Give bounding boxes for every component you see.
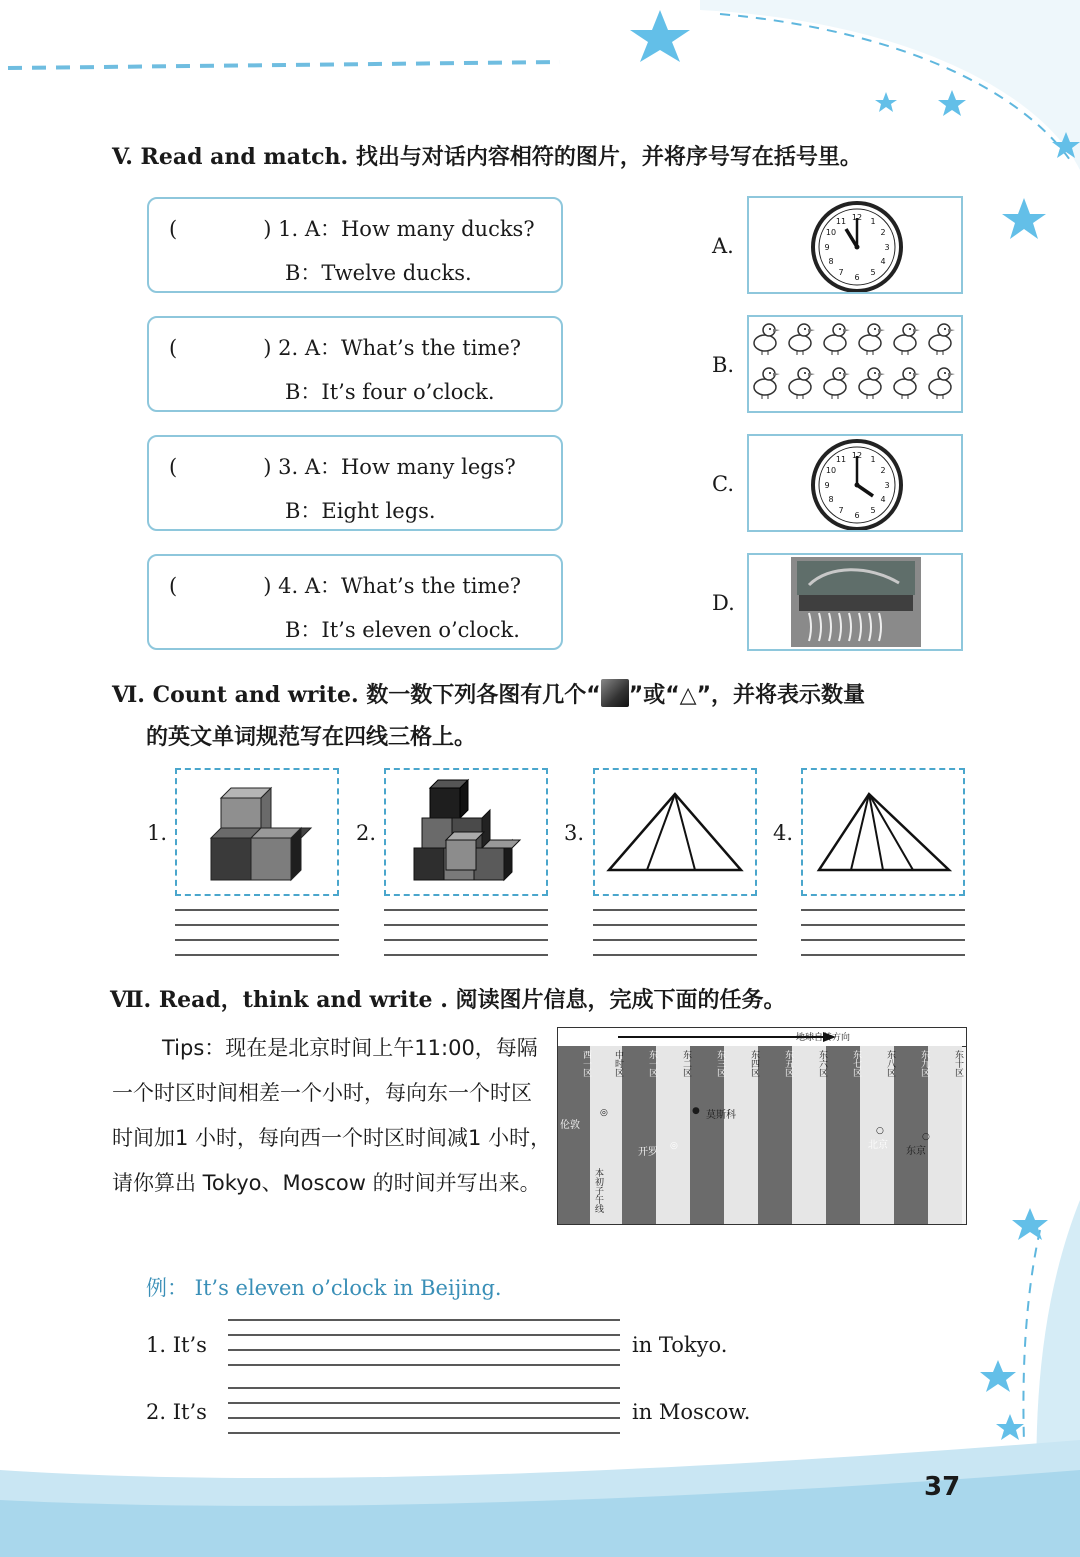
dialogue-line-a (169, 570, 521, 600)
section-7-title (110, 983, 786, 1014)
section-7-title-cn: 阅读图片信息，完成下面的任务。 (447, 988, 786, 1013)
zone-label: 东二区 (681, 1049, 691, 1077)
question-number: 2. (278, 336, 299, 360)
svg-text:11: 11 (835, 217, 847, 226)
zone-label: 东三区 (715, 1049, 725, 1077)
page-number: 37 (924, 1472, 961, 1502)
zone-label: 东十区 (953, 1049, 963, 1077)
section-7-title-en: Ⅶ. Read，think and write . (110, 987, 448, 1013)
count-figure-3 (593, 768, 757, 896)
answer-bracket-open[interactable]: ( (169, 455, 178, 479)
zone-labels (558, 1048, 967, 1078)
triangle-icon (803, 770, 963, 894)
city-tokyo: 东京 (906, 1146, 926, 1157)
section-5-title (112, 140, 862, 171)
city-dot-beijing: ○ (876, 1126, 884, 1136)
city-beijing: 北京 (868, 1140, 888, 1151)
picture-b (747, 315, 963, 413)
answer-1-prefix: 1. It’s (146, 1333, 207, 1357)
count-item-number-4: 4. (773, 821, 794, 845)
time-zone-map (557, 1027, 967, 1225)
city-dot-tokyo: ○ (922, 1132, 930, 1142)
svg-text:11: 11 (835, 455, 847, 464)
zone-label: 东六区 (817, 1049, 827, 1077)
city-dot-london: ◎ (600, 1108, 608, 1118)
example-sentence: 例： It’s eleven o’clock in Beijing. (146, 1276, 502, 1300)
answer-bracket-open[interactable]: ( (169, 336, 178, 360)
count-figure-1 (175, 768, 339, 896)
answer-bracket-open[interactable]: ( (169, 574, 178, 598)
cubes-icon (177, 770, 337, 894)
zone-label: 东一区 (647, 1049, 657, 1077)
svg-text:5: 5 (870, 506, 876, 515)
dialogue-line-a (169, 332, 521, 362)
svg-text:6: 6 (854, 511, 860, 520)
dialogue-box-4 (147, 554, 563, 650)
svg-text:8: 8 (828, 257, 834, 266)
svg-text:1: 1 (870, 455, 876, 464)
svg-text:5: 5 (870, 268, 876, 277)
question-a: A：How many legs? (304, 455, 516, 479)
dialogue-box-3 (147, 435, 563, 531)
picture-a (747, 196, 963, 294)
svg-text:7: 7 (838, 268, 844, 277)
svg-text:3: 3 (884, 243, 890, 252)
cubes-icon (386, 770, 546, 894)
svg-text:4: 4 (880, 495, 886, 504)
zone-label: 西一区 (581, 1049, 591, 1077)
picture-label-b: B. (712, 353, 735, 377)
section-5-title-en: V. Read and match. (112, 144, 349, 170)
dialogue-line-b: B：It’s eleven o’clock. (285, 618, 520, 642)
section-6-title-line2: 的英文单词规范写在四线三格上。 (146, 725, 477, 750)
answer-bracket-close: ) (263, 574, 272, 598)
city-cairo: 开罗 (638, 1147, 658, 1158)
svg-text:10: 10 (825, 466, 837, 475)
city-london: 伦敦 (560, 1120, 580, 1131)
zone-label: 东九区 (919, 1049, 929, 1077)
triangle-icon (595, 770, 755, 894)
tips-paragraph: Tips：现在是北京时间上午11:00，每隔一个时区时间相差一个小时，每向东一个时区时间加1 小时，每向西一个时区时间减1 小时，请你算出 Tokyo、Moscow 的时间并写出来。 (112, 1036, 552, 1195)
svg-text:3: 3 (884, 481, 890, 490)
writing-lines-4[interactable] (801, 908, 965, 958)
octopus-icon (749, 555, 961, 649)
zone-label: 东四区 (749, 1049, 759, 1077)
dialogue-line-b: B：It’s four o’clock. (285, 380, 495, 404)
question-number: 3. (278, 455, 299, 479)
dialogue-line-a (169, 451, 516, 481)
dialogue-line-a (169, 213, 535, 243)
section-6-title-cn-1: 数一数下列各图有几个“ (358, 683, 601, 708)
answer-2-writing-lines[interactable] (228, 1386, 620, 1436)
rotation-label: 地球自转方向 (796, 1033, 851, 1043)
section-6-title (112, 678, 865, 709)
svg-text:9: 9 (824, 243, 830, 252)
count-item-number-1: 1. (147, 821, 168, 845)
question-number: 1. (278, 217, 299, 241)
count-figure-4 (801, 768, 965, 896)
question-a: A：What’s the time? (304, 336, 522, 360)
svg-text:1: 1 (870, 217, 876, 226)
city-dot-cairo: ◎ (670, 1141, 678, 1151)
picture-label-c: C. (712, 472, 734, 496)
ducks-icon (749, 317, 961, 411)
count-figure-2 (384, 768, 548, 896)
zone-label: 中时区 (613, 1049, 623, 1077)
dialogue-line-b: B：Eight legs. (285, 499, 436, 523)
dialogue-box-2 (147, 316, 563, 412)
city-moscow: 莫斯科 (706, 1110, 736, 1121)
zone-label: 东八区 (885, 1049, 895, 1077)
city-dot-moscow: ● (692, 1106, 700, 1116)
svg-text:2: 2 (880, 228, 886, 237)
zone-label: 东五区 (783, 1049, 793, 1077)
question-a: A：What’s the time? (304, 574, 522, 598)
answer-2-prefix: 2. It’s (146, 1400, 207, 1424)
picture-label-d: D. (712, 591, 735, 615)
section-6-title-en: Ⅵ. Count and write. (112, 682, 359, 708)
svg-text:7: 7 (838, 506, 844, 515)
cube-icon (601, 679, 629, 707)
svg-text:9: 9 (824, 481, 830, 490)
count-item-number-2: 2. (356, 821, 377, 845)
question-number: 4. (278, 574, 299, 598)
dialogue-line-b: B：Twelve ducks. (285, 261, 472, 285)
picture-d (747, 553, 963, 651)
picture-label-a: A. (712, 234, 734, 258)
svg-text:2: 2 (880, 466, 886, 475)
question-a: A：How many ducks? (304, 217, 535, 241)
svg-text:8: 8 (828, 495, 834, 504)
answer-1-writing-lines[interactable] (228, 1318, 620, 1368)
picture-c (747, 434, 963, 532)
zone-label: 东七区 (851, 1049, 861, 1077)
writing-lines-1[interactable] (175, 908, 339, 958)
section-5-title-cn: 找出与对话内容相符的图片，并将序号写在括号里。 (348, 145, 862, 170)
svg-text:12: 12 (851, 451, 863, 460)
clock-four-icon (749, 436, 961, 530)
answer-2-suffix: in Moscow. (632, 1400, 751, 1424)
dialogue-box-1 (147, 197, 563, 293)
count-item-number-3: 3. (564, 821, 585, 845)
answer-bracket-close: ) (263, 217, 272, 241)
writing-lines-3[interactable] (593, 908, 757, 958)
prime-meridian-label: 本初子午线 (593, 1168, 603, 1213)
svg-text:12: 12 (851, 213, 863, 222)
svg-text:6: 6 (854, 273, 860, 282)
svg-text:10: 10 (825, 228, 837, 237)
answer-bracket-close: ) (263, 455, 272, 479)
clock-eleven-icon (749, 198, 961, 292)
section-6-title-cn-2: ”或“△”，并将表示数量 (628, 683, 866, 708)
svg-text:4: 4 (880, 257, 886, 266)
answer-bracket-open[interactable]: ( (169, 217, 178, 241)
rotation-arrow-bar (558, 1028, 967, 1047)
answer-bracket-close: ) (263, 336, 272, 360)
writing-lines-2[interactable] (384, 908, 548, 958)
answer-1-suffix: in Tokyo. (632, 1333, 728, 1357)
